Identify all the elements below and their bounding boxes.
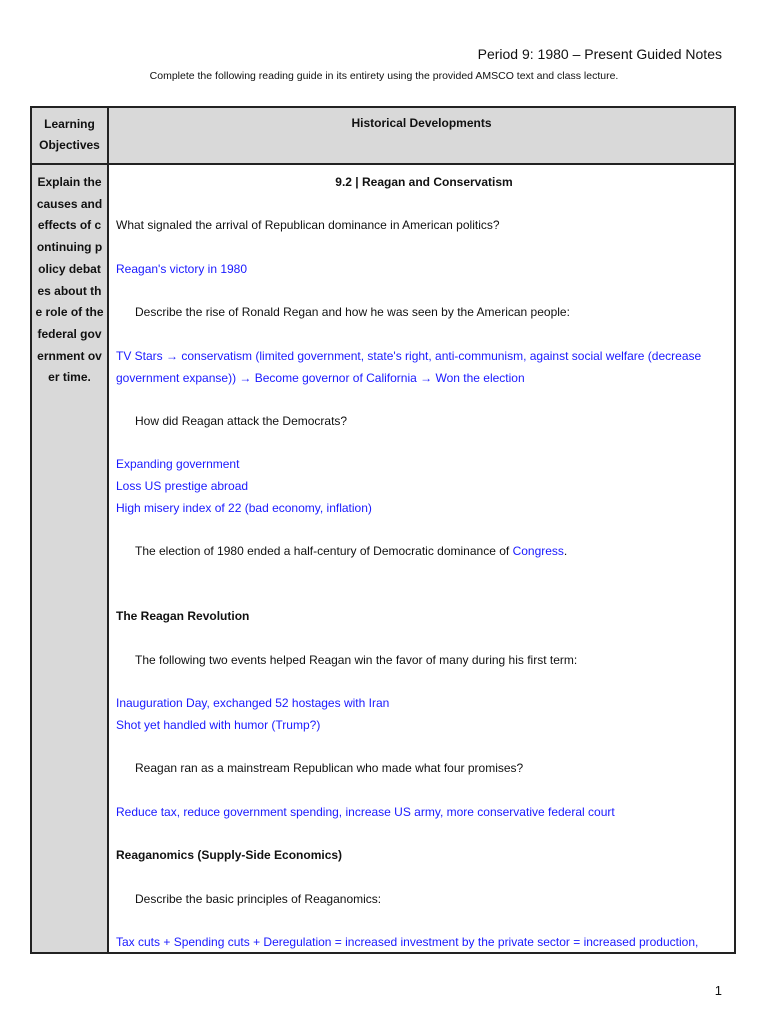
question-1: What signaled the arrival of Republican dominance in American politics? bbox=[116, 218, 500, 232]
page-number: 1 bbox=[714, 983, 722, 998]
answer-3-item-2: Loss US prestige abroad bbox=[116, 479, 249, 493]
document-title: Period 9: 1980 – Present Guided Notes bbox=[477, 46, 722, 62]
question-7: Describe the basic principles of Reaganomics: bbox=[135, 892, 382, 906]
column-divider bbox=[107, 108, 109, 954]
answer-3-item-3: High misery index of 22 (bad economy, inflation) bbox=[116, 501, 372, 515]
answer-5-item-1: Inauguration Day, exchanged 52 hostages with Iran bbox=[116, 696, 390, 710]
heading-reaganomics: Reaganomics (Supply-Side Economics) bbox=[116, 848, 343, 862]
section-title: 9.2 | Reagan and Conservatism bbox=[335, 175, 513, 189]
answer-5-item-2: Shot yet handled with humor (Trump?) bbox=[116, 718, 321, 732]
question-4-prefix: The election of 1980 ended a half-century of Democratic dominance of bbox=[135, 544, 513, 558]
document-instructions: Complete the following reading guide in its entirety using the provided AMSCO text and class lecture. bbox=[149, 70, 619, 82]
answer-7: Tax cuts + Spending cuts + Deregulation = increased investment by the private sector = increased production, bbox=[116, 935, 699, 949]
guided-notes-table bbox=[30, 106, 736, 954]
question-3: How did Reagan attack the Democrats? bbox=[135, 414, 348, 428]
historical-developments-header: Historical Developments bbox=[351, 116, 492, 130]
learning-objectives-header: Learning Objectives bbox=[39, 117, 100, 152]
answer-4: Congress bbox=[512, 544, 564, 558]
answer-2: TV Stars → conservatism (limited government, state's right, anti-communism, against social welfare (decrease government expanse)) → Become governor of California → Won the election bbox=[116, 349, 702, 385]
answer-6: Reduce tax, reduce government spending, increase US army, more conservative federal court bbox=[116, 805, 615, 819]
question-4-suffix: . bbox=[563, 544, 568, 558]
answer-3-item-1: Expanding government bbox=[116, 457, 240, 471]
question-2: Describe the rise of Ronald Regan and how he was seen by the American people: bbox=[135, 305, 570, 319]
heading-reagan-revolution: The Reagan Revolution bbox=[116, 609, 250, 623]
question-5: The following two events helped Reagan win the favor of many during his first term: bbox=[135, 653, 578, 667]
learning-objective-text: Explain the causes and effects of continuing policy debates about the role of the federal government over time. bbox=[35, 175, 104, 385]
answer-1: Reagan's victory in 1980 bbox=[116, 262, 248, 276]
question-4 bbox=[116, 541, 567, 563]
question-6: Reagan ran as a mainstream Republican who made what four promises? bbox=[135, 761, 524, 775]
